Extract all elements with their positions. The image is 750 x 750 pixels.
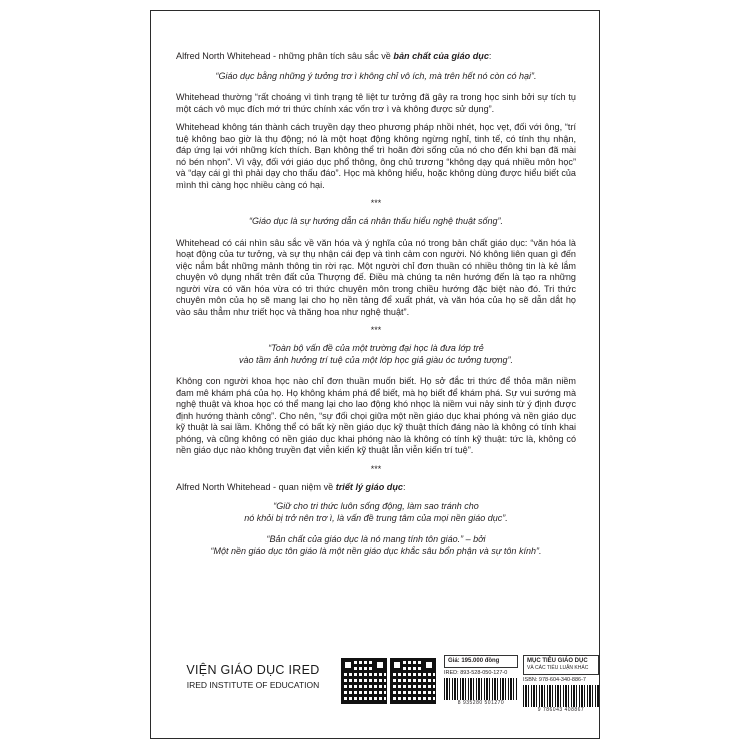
paragraph-1: Whitehead thường “rất choáng vì tình trạng tê liệt tư tưởng đã gây ra trong học sinh bởi sự tích tụ một cách vô mục đích mớ tri thức chính xác vốn trơ ì và không được sử dụng”. bbox=[176, 92, 576, 114]
intro-heading-1 bbox=[176, 51, 576, 63]
quote-3 bbox=[176, 343, 576, 366]
intro-colon: : bbox=[402, 481, 406, 492]
paragraph-4: Không con người khoa học nào chỉ đơn thuần muốn biết. Họ sở đắc tri thức để thỏa mãn niềm đam mê khám phá của họ. Họ không khám phá để biết, mà họ biết để khám phá. Sự vui sướng mà nghệ thuật và khoa học có thể mang lại cho lao động khó nhọc là niềm vui nảy sinh từ ý định được định hướng thành công”. Cho nên, “sự đối chọi giữa một nền giáo dục khai phóng và nền giáo dục kỹ thuật là sai lầm. Không thể có bất kỳ nền giáo dục kỹ thuật thích đáng nào là không có tính khai phóng, và cũng không có nền giáo dục khai phóng nào là không có tính kỹ thuật: tức là, không có nền giáo dục nào không truyền đạt viễn kiến kỹ thuật lẫn viễn kiến trí tuệ”. bbox=[176, 376, 576, 455]
paragraph-2: Whitehead không tán thành cách truyền dạy theo phương pháp nhồi nhét, học vẹt, đối với ông, “trí tuệ không bao giờ là thụ động; nó là một hoạt động không ngừng nghỉ, tinh tế, có tính thụ nhận, đáp ứng lại với những kích thích. Bạn không thể trì hoãn đời sống của nó cho đến khi bạn đã mài nó bén nhọn”. Vì vậy, đối với giáo dục phổ thông, ông chủ trương “không dạy quá nhiều môn học” và “dạy cái gì thì phải dạy cho thấu đáo”. Học mà không hiểu, hoặc không dùng được hiểu biết của mình thì càng học nhiều càng có hại. bbox=[176, 122, 576, 190]
book-back-cover bbox=[150, 10, 600, 739]
quote-line: “Giữ cho tri thức luôn sống động, làm sao tránh cho bbox=[273, 501, 479, 511]
intro-text: Alfred North Whitehead - những phân tích sâu sắc về bbox=[176, 51, 394, 61]
isbn-barcode-block bbox=[523, 655, 599, 713]
section-divider: *** bbox=[370, 463, 382, 474]
intro-heading-2 bbox=[176, 482, 576, 494]
qr-code-icon bbox=[391, 659, 435, 703]
barcode-icon bbox=[444, 678, 518, 700]
publisher-name-vn: VIỆN GIÁO DỤC IRED bbox=[186, 663, 320, 677]
intro-emphasis: triết lý giáo dục bbox=[335, 481, 403, 492]
intro-text: Alfred North Whitehead - quan niệm về bbox=[176, 481, 336, 492]
section-divider: *** bbox=[370, 325, 382, 335]
intro-emphasis: bản chất của giáo dục bbox=[393, 51, 489, 61]
quote-line: “Toàn bộ vấn đề của một trường đại học là đưa lớp trẻ bbox=[268, 343, 484, 353]
quote-line: “Bản chất của giáo dục là nó mang tính tôn giáo.” – bởi bbox=[266, 534, 486, 544]
barcode-digits: 9 786043 408867 bbox=[537, 707, 585, 713]
quote-line: vào tầm ảnh hưởng trí tuệ của một lớp học giả giàu óc tưởng tượng”. bbox=[238, 354, 514, 365]
qr-code-icon bbox=[342, 659, 386, 703]
publisher-logo bbox=[173, 663, 333, 690]
quote-2: “Giáo dục là sự hướng dẫn cá nhân thấu hiểu nghệ thuật sống”. bbox=[248, 216, 504, 226]
cover-text bbox=[176, 51, 576, 567]
quote-5 bbox=[176, 534, 576, 557]
price-barcode-block bbox=[444, 655, 518, 709]
quote-line: “Một nền giáo dục tôn giáo là một nền giáo dục khắc sâu bổn phận và sự tôn kính”. bbox=[210, 545, 542, 556]
ired-code: IRED: 893-528-050-127-0 bbox=[444, 670, 508, 676]
paragraph-3: Whitehead có cái nhìn sâu sắc về văn hóa và ý nghĩa của nó trong bản chất giáo dục: “văn hóa là hoạt động của tư tưởng, và sự thụ nhận cái đẹp và tình cảm con người. Nó không liên quan gì đến việc nắm bắt những mảnh thông tin rời rạc. Một người chỉ đơn thuần có nhiều thông tin là kẻ lắm chuyện vô dụng nhất trên đất của Thượng đế. Điều mà chúng ta nên hướng đến là tạo ra những người vừa có văn hóa vừa có tri thức chuyên môn trong chiều hướng đặc biệt nào đó. Tri thức chuyên môn của họ sẽ mang lại cho họ nền tảng để xuất phát, và văn hóa của họ sẽ dẫn dắt họ vào sâu thẳm như triết học và thăng hoa như nghệ thuật”. bbox=[176, 237, 576, 317]
price-label: Giá: 195.000 đồng bbox=[444, 655, 518, 668]
cover-footer bbox=[151, 649, 601, 719]
intro-colon: : bbox=[488, 51, 492, 61]
quote-1: “Giáo dục bằng những ý tưởng trơ ì không chỉ vô ích, mà trên hết nó còn có hại”. bbox=[215, 70, 537, 81]
quote-line: nó khỏi bị trở nên trơ ì, là vấn đề trung tâm của mọi nền giáo dục”. bbox=[244, 512, 508, 523]
section-divider: *** bbox=[370, 198, 382, 208]
book-subtitle: VÀ CÁC TIỂU LUẬN KHÁC bbox=[527, 665, 589, 671]
publisher-name-en: IRED INSTITUTE OF EDUCATION bbox=[186, 680, 320, 690]
barcode-digits: 8 935280 501270 bbox=[457, 700, 505, 706]
isbn-number: ISBN: 978-604-340-886-7 bbox=[523, 677, 586, 683]
book-title: MỤC TIÊU GIÁO DỤC bbox=[527, 658, 588, 664]
book-title-label bbox=[523, 655, 599, 675]
quote-4 bbox=[176, 501, 576, 524]
barcode-icon bbox=[523, 685, 599, 707]
